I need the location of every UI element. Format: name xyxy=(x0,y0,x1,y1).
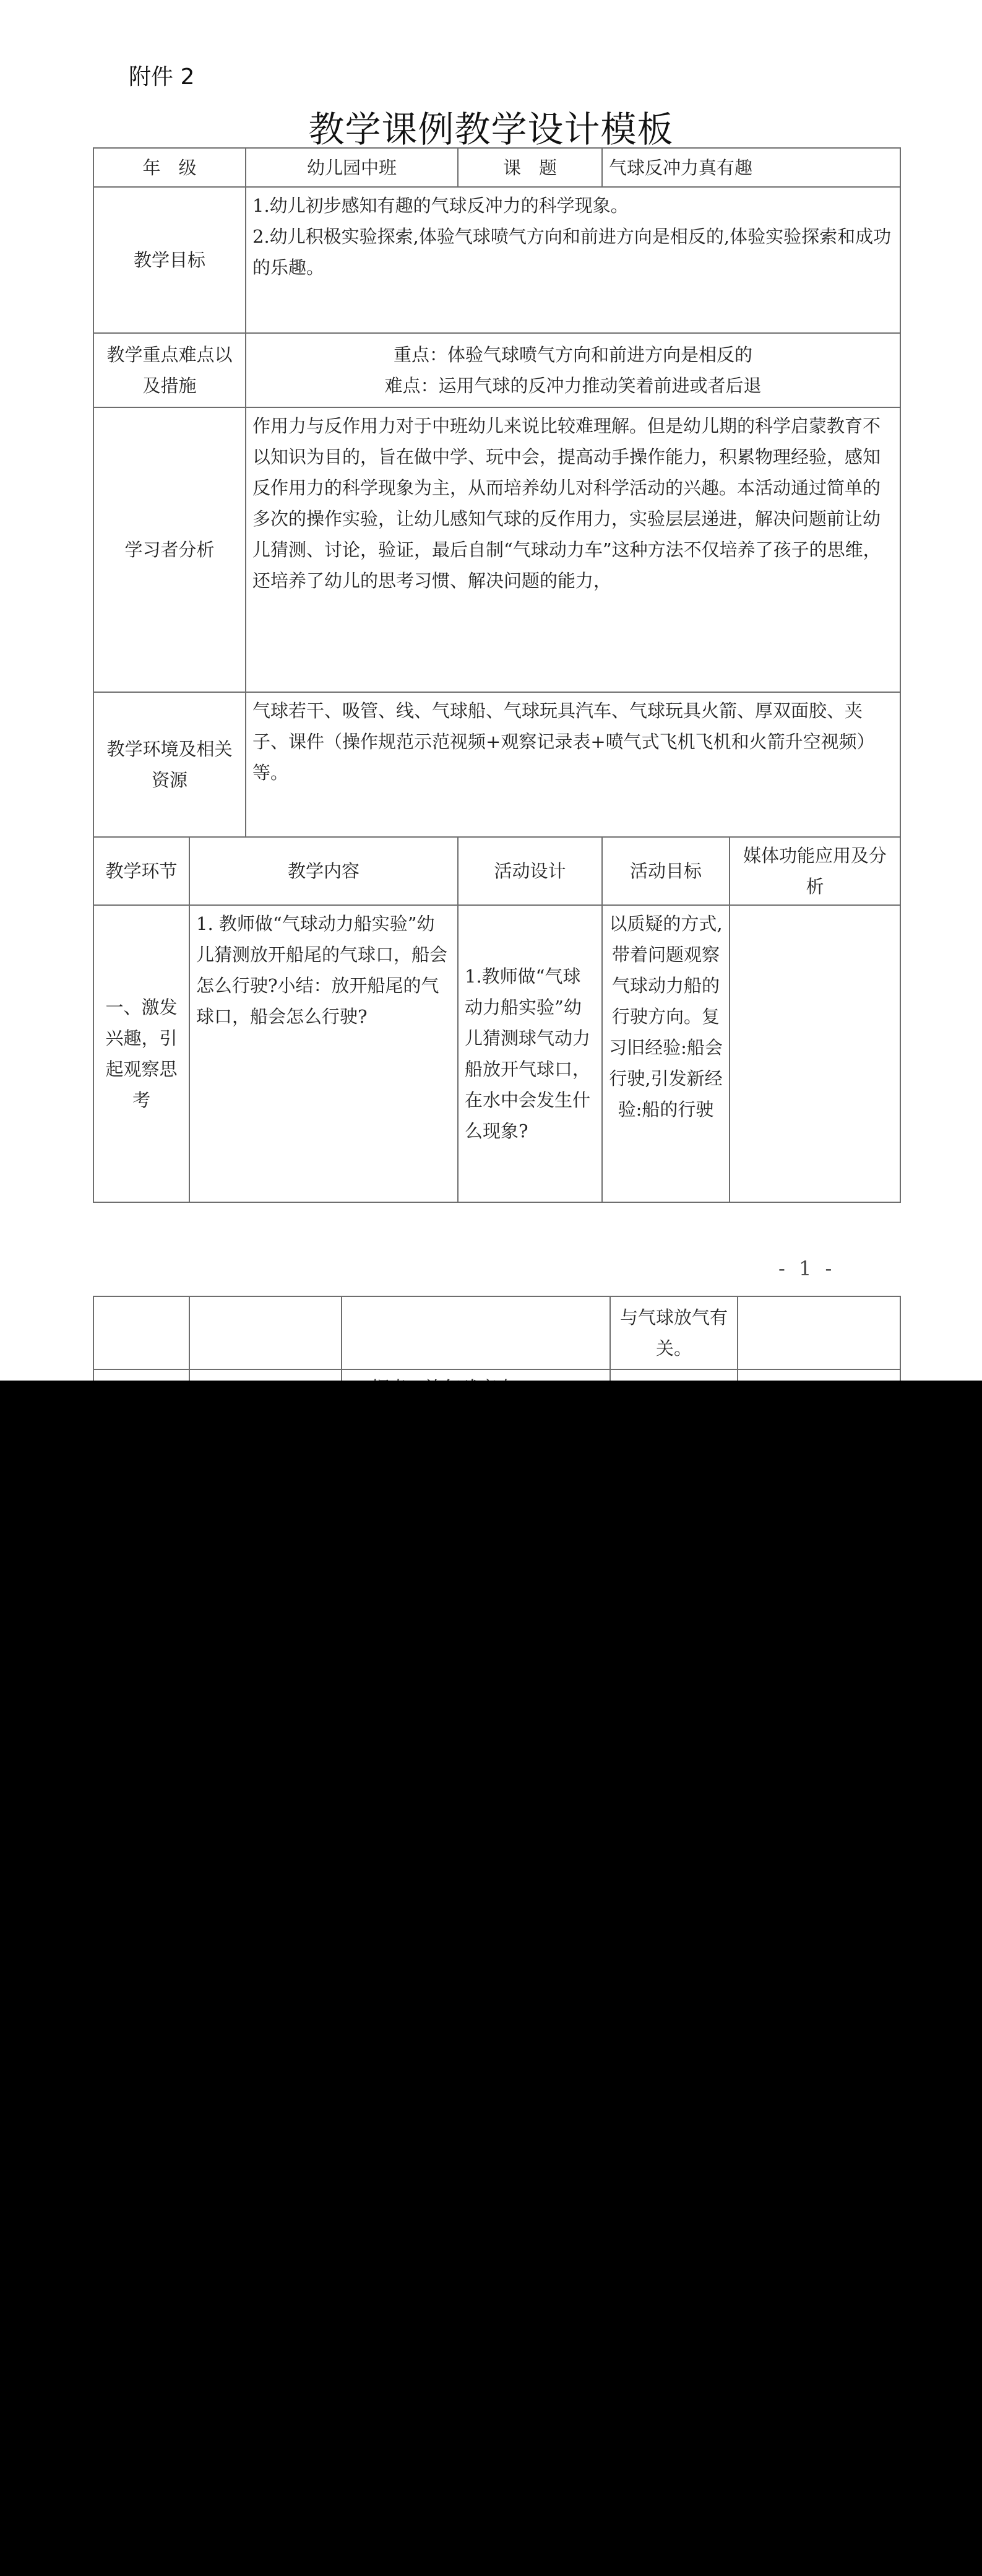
stage-cell xyxy=(93,1296,189,1369)
goal-cell: 与气球放气有关。 xyxy=(610,1296,738,1369)
topic-label: 课 题 xyxy=(458,148,602,187)
media-cell xyxy=(738,1296,900,1369)
grade-value: 幼儿园中班 xyxy=(246,148,458,187)
table-row xyxy=(93,407,900,692)
table-row xyxy=(93,148,900,187)
col-goal-header: 活动目标 xyxy=(602,837,730,905)
media-cell xyxy=(730,905,900,1202)
resources-label: 教学环境及相关资源 xyxy=(93,692,246,837)
key-point-line: 重点：体验气球喷气方向和前进方向是相反的 xyxy=(394,344,753,365)
learner-text: 作用力与反作用力对于中班幼儿来说比较难理解。但是幼儿期的科学启蒙教育不以知识为目的，旨在做中学、玩中会，提高动手操作能力，积累物理经验，感知反作用力的科学现象为主，从而培养幼儿对科学活动的兴趣。本活动通过简单的多次的操作实验，让幼儿感知气球的反作用力，实验层层递进，解决问题前让幼儿猜测、讨论，验证，最后自制“气球动力车”这种方法不仅培养了孩子的思维，还培养了幼儿的思考习惯、解决问题的能力， xyxy=(246,407,900,692)
topic-value: 气球反冲力真有趣 xyxy=(602,148,900,187)
table-row xyxy=(93,1296,900,1369)
resources-text: 气球若干、吸管、线、气球船、气球玩具汽车、气球玩具火箭、厚双面胶、夹子、课件（操作规范示范视频+观察记录表+喷气式飞机飞机和火箭升空视频）等。 xyxy=(246,692,900,837)
table-row xyxy=(93,187,900,333)
content-cell: 1. 教师做“气球动力船实验”幼儿猜测放开船尾的气球口，船会怎么行驶?小结：放开船尾的气球口，船会怎么行驶? xyxy=(189,905,458,1202)
col-content-header: 教学内容 xyxy=(189,837,458,905)
page-title: 教学课例教学设计模板 xyxy=(308,108,674,150)
table-row xyxy=(93,837,900,905)
learner-label: 学习者分析 xyxy=(93,407,246,692)
goals-line-2: 2.幼儿积极实验探索,体验气球喷气方向和前进方向是相反的,体验实验探索和成功的乐趣。 xyxy=(252,226,892,278)
goal-cell: 以质疑的方式,带着问题观察气球动力船的行驶方向。复习旧经验:船会行驶,引发新经验:船的行驶 xyxy=(602,905,730,1202)
col-design-header: 活动设计 xyxy=(458,837,602,905)
stage-cell: 一、激发兴趣，引起观察思考 xyxy=(93,905,189,1202)
table-row xyxy=(93,692,900,837)
key-points-label: 教学重点难点以及措施 xyxy=(93,333,246,407)
design-cell: 1.教师做“气球动力船实验”幼儿猜测球气动力船放开气球口，在水中会发生什么现象? xyxy=(458,905,602,1202)
table-row xyxy=(93,333,900,407)
lesson-plan-table xyxy=(93,147,901,1203)
table-row xyxy=(93,905,900,1202)
design-cell xyxy=(342,1296,610,1369)
goals-label: 教学目标 xyxy=(93,187,246,333)
attachment-label: 附件 2 xyxy=(129,64,195,90)
content-cell xyxy=(189,1296,342,1369)
key-points-cell xyxy=(246,333,900,407)
black-overlay xyxy=(0,1381,982,2576)
col-stage-header: 教学环节 xyxy=(93,837,189,905)
goals-line-1: 1.幼儿初步感知有趣的气球反冲力的科学现象。 xyxy=(252,195,629,216)
difficulty-line: 难点：运用气球的反冲力推动笑着前进或者后退 xyxy=(384,375,762,396)
page-number: - 1 - xyxy=(778,1257,836,1280)
grade-label: 年 级 xyxy=(93,148,246,187)
goals-cell xyxy=(246,187,900,333)
col-media-header: 媒体功能应用及分析 xyxy=(730,837,900,905)
